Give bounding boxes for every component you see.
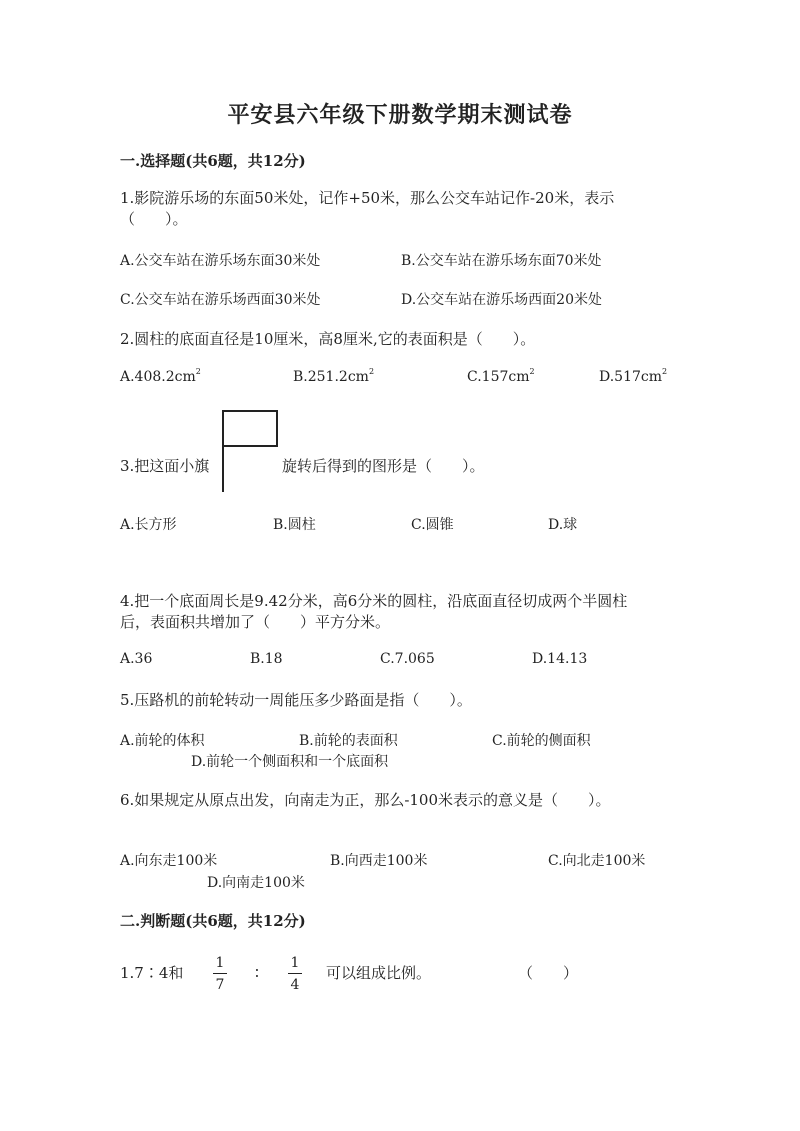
fraction-bar xyxy=(213,973,227,974)
q1-option-c: C.公交车站在游乐场西面30米处 xyxy=(120,292,321,308)
q6-option-c: C.向北走100米 xyxy=(548,853,646,869)
q4-option-c: C.7.065 xyxy=(380,651,435,667)
unit-superscript: 2 xyxy=(529,367,535,376)
q3-option-b: B.圆柱 xyxy=(273,517,316,533)
fraction-denominator: 4 xyxy=(290,977,300,993)
question-6-stem: 6.如果规定从原点出发，向南走为正，那么-100米表示的意义是（ ）。 xyxy=(120,791,611,809)
question-3-stem-after: 旋转后得到的图形是（ ）。 xyxy=(282,457,485,475)
fraction-bar xyxy=(288,973,302,974)
flag-rectangle xyxy=(223,411,277,446)
q2-option-b: $B.251.2cm^2$ xyxy=(293,367,375,385)
question-2-stem: 2.圆柱的底面直径是10厘米，高8厘米,它的表面积是（ ）。 xyxy=(120,330,536,348)
q4-option-d: D.14.13 xyxy=(532,651,588,667)
unit-superscript: 2 xyxy=(662,367,668,376)
question-1-line-2: （ ）。 xyxy=(120,210,188,228)
q3-option-c: C.圆锥 xyxy=(411,517,454,533)
question-1-line-1: 1.影院游乐场的东面50米处，记作+50米，那么公交车站记作-20米，表示 xyxy=(120,189,615,207)
section-header-judgement: 二.判断题(共6题，共12分) xyxy=(120,912,306,930)
q6-option-b: B.向西走100米 xyxy=(330,853,428,869)
q3-option-a: A.长方形 xyxy=(120,517,177,533)
question-3-stem-before: 3.把这面小旗 xyxy=(120,457,210,475)
q1-option-b: B.公交车站在游乐场东面70米处 xyxy=(401,253,602,269)
q5-option-b: B.前轮的表面积 xyxy=(299,733,398,749)
fraction-one-seventh xyxy=(213,955,227,993)
q6-option-d: D.向南走100米 xyxy=(207,875,305,891)
judgement-1-suffix: 可以组成比例。 xyxy=(326,964,432,982)
q2-option-a: $A.408.2cm^2$ xyxy=(120,367,201,385)
fraction-numerator: 1 xyxy=(290,955,300,971)
fraction-numerator: 1 xyxy=(215,955,225,971)
q4-option-b: B.18 xyxy=(250,651,283,667)
q1-option-a: A.公交车站在游乐场东面30米处 xyxy=(120,253,321,269)
q6-option-a: A.向东走100米 xyxy=(120,853,218,869)
page-title: 平安县六年级下册数学期末测试卷 xyxy=(227,102,573,128)
question-5-stem: 5.压路机的前轮转动一周能压多少路面是指（ ）。 xyxy=(120,691,472,709)
q3-option-d: D.球 xyxy=(548,517,578,533)
flag-figure xyxy=(220,408,282,494)
q5-option-d: D.前轮一个侧面积和一个底面积 xyxy=(191,754,389,770)
q4-option-a: A.36 xyxy=(120,651,153,667)
unit-superscript: 2 xyxy=(368,367,375,376)
q2-option-c: $C.157cm^2$ xyxy=(467,367,535,385)
section-header-choice: 一.选择题(共6题，共12分) xyxy=(120,152,306,170)
answer-blank: （ ） xyxy=(518,964,579,982)
ratio-colon: ∶ xyxy=(255,964,259,982)
q1-option-d: D.公交车站在游乐场西面20米处 xyxy=(401,292,602,308)
q5-option-c: C.前轮的侧面积 xyxy=(492,733,591,749)
question-4-line-2: 后，表面积共增加了（ ）平方分米。 xyxy=(120,613,391,631)
fraction-denominator: 7 xyxy=(215,977,225,993)
q2-option-d: $D.517cm^2$ xyxy=(599,367,668,385)
question-4-line-1: 4.把一个底面周长是9.42分米，高6分米的圆柱，沿底面直径切成两个半圆柱 xyxy=(120,592,628,610)
judgement-1-prefix: 1.7∶4和 xyxy=(120,964,184,982)
fraction-one-fourth xyxy=(288,955,302,993)
unit-superscript: 2 xyxy=(195,367,201,376)
q5-option-a: A.前轮的体积 xyxy=(120,733,205,749)
